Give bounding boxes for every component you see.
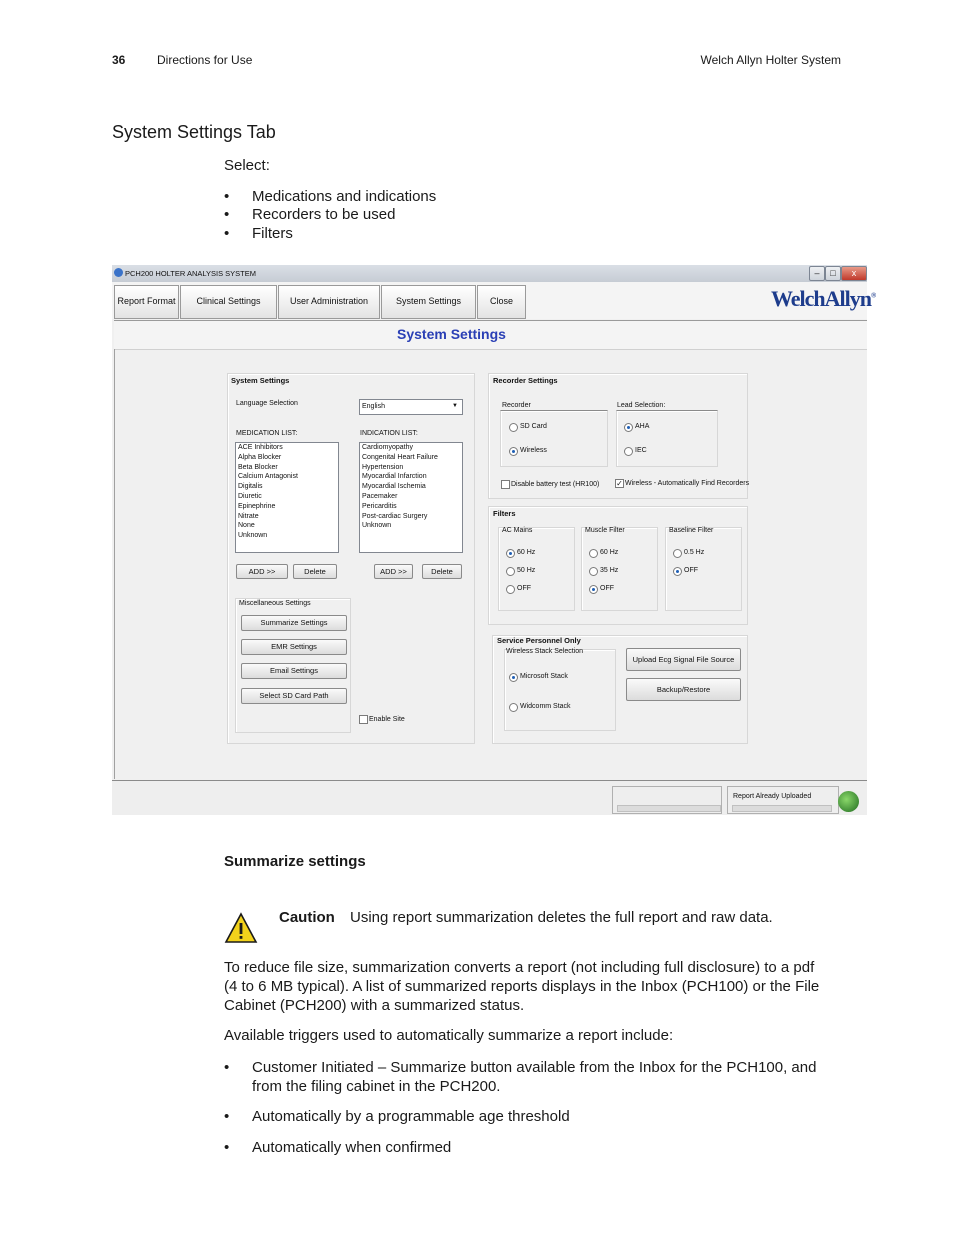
baseline-option-label: 0.5 Hz bbox=[684, 549, 705, 556]
list-item[interactable]: Myocardial Ischemia bbox=[362, 483, 426, 491]
microsoft-stack-radio[interactable] bbox=[509, 673, 518, 682]
upload-progress-bar bbox=[732, 805, 832, 812]
indication-list-label: INDICATION LIST: bbox=[360, 430, 418, 437]
list-item[interactable]: Calcium Antagonist bbox=[238, 473, 298, 481]
wireless-find-label: Wireless - Automatically Find Recorders bbox=[625, 480, 750, 487]
caution-label: Caution bbox=[279, 909, 335, 926]
recorder-sd-card-radio[interactable] bbox=[509, 423, 518, 432]
progress-bar bbox=[617, 805, 721, 812]
language-label: Language Selection bbox=[236, 400, 298, 407]
muscle-option-label: OFF bbox=[600, 585, 614, 592]
section-title: System Settings Tab bbox=[112, 122, 276, 142]
misc-settings-title: Miscellaneous Settings bbox=[239, 600, 311, 607]
chevron-down-icon: ▼ bbox=[452, 403, 458, 409]
disable-battery-checkbox[interactable] bbox=[501, 480, 510, 489]
lead-box bbox=[616, 410, 718, 467]
lead-selection-label: Lead Selection: bbox=[617, 402, 666, 409]
app-screenshot bbox=[112, 265, 876, 814]
ac-option-label: 50 Hz bbox=[517, 567, 536, 574]
lead-aha-radio[interactable] bbox=[624, 423, 633, 432]
ac-60hz-radio[interactable] bbox=[506, 549, 515, 558]
indication-add-button[interactable]: ADD >> bbox=[374, 564, 413, 579]
medication-delete-button[interactable]: Delete bbox=[293, 564, 337, 579]
muscle-35hz-radio[interactable] bbox=[589, 567, 598, 576]
list-item[interactable]: Alpha Blocker bbox=[238, 453, 282, 461]
caution-icon bbox=[224, 912, 258, 944]
triggers-intro: Available triggers used to automatically summarize a report include: bbox=[224, 1027, 674, 1044]
list-item[interactable]: ACE Inhibitors bbox=[238, 444, 283, 451]
window-titlebar bbox=[112, 265, 867, 282]
muscle-60hz-radio[interactable] bbox=[589, 549, 598, 558]
stack-box bbox=[504, 649, 616, 731]
baseline-option-label: OFF bbox=[684, 567, 698, 574]
email-settings-button[interactable]: Email Settings bbox=[241, 663, 347, 679]
backup-restore-button[interactable]: Backup/Restore bbox=[626, 678, 741, 701]
ac-off-radio[interactable] bbox=[506, 585, 515, 594]
maximize-button[interactable]: □ bbox=[825, 266, 841, 281]
language-select-value: English bbox=[362, 403, 385, 410]
stack-selection-label: Wireless Stack Selection bbox=[506, 648, 584, 655]
minimize-button[interactable]: – bbox=[809, 266, 825, 281]
window-title: PCH200 HOLTER ANALYSIS SYSTEM bbox=[125, 269, 257, 278]
baseline-05hz-radio[interactable] bbox=[673, 549, 682, 558]
enable-site-label: Enable Site bbox=[369, 716, 405, 723]
service-personnel-title: Service Personnel Only bbox=[497, 636, 581, 645]
recorder-settings-title: Recorder Settings bbox=[493, 376, 558, 385]
status-text: Report Already Uploaded bbox=[733, 793, 812, 800]
muscle-option-label: 35 Hz bbox=[600, 567, 619, 574]
select-label: Select: bbox=[224, 157, 270, 174]
summarize-settings-button[interactable]: Summarize Settings bbox=[241, 615, 347, 631]
list-item[interactable]: Myocardial Infarction bbox=[362, 473, 427, 481]
welch-allyn-logo: WelchAllyn® bbox=[771, 286, 876, 311]
tab-close[interactable]: Close bbox=[477, 285, 526, 319]
enable-site-checkbox[interactable] bbox=[359, 715, 368, 724]
muscle-off-radio[interactable] bbox=[589, 585, 598, 594]
muscle-filter-label: Muscle Filter bbox=[585, 527, 625, 534]
baseline-off-radio[interactable] bbox=[673, 567, 682, 576]
list-item[interactable]: Nitrate bbox=[238, 512, 259, 520]
ac-option-label: OFF bbox=[517, 585, 531, 592]
list-item[interactable]: Digitalis bbox=[238, 483, 263, 491]
lead-option-label: IEC bbox=[635, 447, 647, 454]
ac-50hz-radio[interactable] bbox=[506, 567, 515, 576]
list-item[interactable]: Epinephrine bbox=[238, 502, 276, 510]
ac-option-label: 60 Hz bbox=[517, 549, 536, 556]
tab-system-settings[interactable]: System Settings bbox=[381, 285, 476, 319]
list-item[interactable]: Pacemaker bbox=[362, 492, 398, 500]
muscle-option-label: 60 Hz bbox=[600, 549, 619, 556]
indication-delete-button[interactable]: Delete bbox=[422, 564, 462, 579]
tab-user-administration[interactable]: User Administration bbox=[278, 285, 380, 319]
close-window-button[interactable]: x bbox=[841, 266, 867, 281]
app-icon bbox=[114, 268, 123, 277]
recorder-option-label: SD Card bbox=[520, 423, 547, 430]
header-product: Welch Allyn Holter System bbox=[700, 53, 841, 67]
widcomm-stack-radio[interactable] bbox=[509, 703, 518, 712]
list-item[interactable]: Beta Blocker bbox=[238, 463, 278, 471]
page-heading: System Settings bbox=[397, 326, 506, 342]
page-number: 36 bbox=[112, 53, 126, 67]
recorder-label: Recorder bbox=[502, 402, 531, 409]
lead-iec-radio[interactable] bbox=[624, 447, 633, 456]
medication-list-label: MEDICATION LIST: bbox=[236, 430, 298, 437]
upload-ecg-source-button[interactable]: Upload Ecg Signal File Source bbox=[626, 648, 741, 671]
caution-text: Using report summarization deletes the full report and raw data. bbox=[350, 909, 773, 926]
recorder-option-label: Wireless bbox=[520, 447, 547, 454]
medication-listbox[interactable] bbox=[235, 442, 339, 553]
stack-option-label: Microsoft Stack bbox=[520, 673, 568, 680]
recorder-box bbox=[500, 410, 608, 467]
list-item[interactable]: Post-cardiac Surgery bbox=[362, 512, 428, 520]
filters-title: Filters bbox=[493, 509, 516, 518]
select-sd-card-path-button[interactable]: Select SD Card Path bbox=[241, 688, 347, 704]
header-doc-type: Directions for Use bbox=[157, 53, 253, 67]
baseline-filter-label: Baseline Filter bbox=[669, 527, 714, 534]
emr-settings-button[interactable]: EMR Settings bbox=[241, 639, 347, 655]
recorder-wireless-radio[interactable] bbox=[509, 447, 518, 456]
medication-add-button[interactable]: ADD >> bbox=[236, 564, 288, 579]
ac-mains-label: AC Mains bbox=[502, 527, 533, 534]
tab-clinical-settings[interactable]: Clinical Settings bbox=[180, 285, 277, 319]
language-select[interactable] bbox=[359, 399, 463, 415]
wireless-status-icon bbox=[838, 791, 859, 812]
tab-report-format[interactable]: Report Format bbox=[114, 285, 179, 319]
list-item[interactable]: Unknown bbox=[238, 532, 268, 540]
subheading: Summarize settings bbox=[224, 853, 366, 870]
list-item[interactable]: Pericarditis bbox=[362, 502, 397, 510]
list-item[interactable]: Hypertension bbox=[362, 463, 404, 471]
wireless-find-checkbox[interactable]: ✓ bbox=[616, 479, 623, 488]
system-settings-title: System Settings bbox=[231, 376, 290, 385]
body-paragraph: To reduce file size, summarization converts a report (not including full disclosure) to a pdf (4 to 6 MB typical). A list of summarized reports displays in the Inbox (PCH100) or the File Cabinet (PCH200) with a summarized status. bbox=[224, 959, 820, 1014]
list-item[interactable]: Unknown bbox=[362, 522, 392, 530]
list-item[interactable]: Diuretic bbox=[238, 492, 262, 500]
disable-battery-label: Disable battery test (HR100) bbox=[511, 481, 600, 488]
list-item[interactable]: Cardiomyopathy bbox=[362, 444, 413, 451]
stack-option-label: Widcomm Stack bbox=[520, 703, 571, 710]
indication-listbox[interactable] bbox=[359, 442, 463, 553]
list-item[interactable]: None bbox=[238, 522, 255, 530]
list-item[interactable]: Congenital Heart Failure bbox=[362, 453, 438, 461]
lead-option-label: AHA bbox=[635, 423, 650, 430]
